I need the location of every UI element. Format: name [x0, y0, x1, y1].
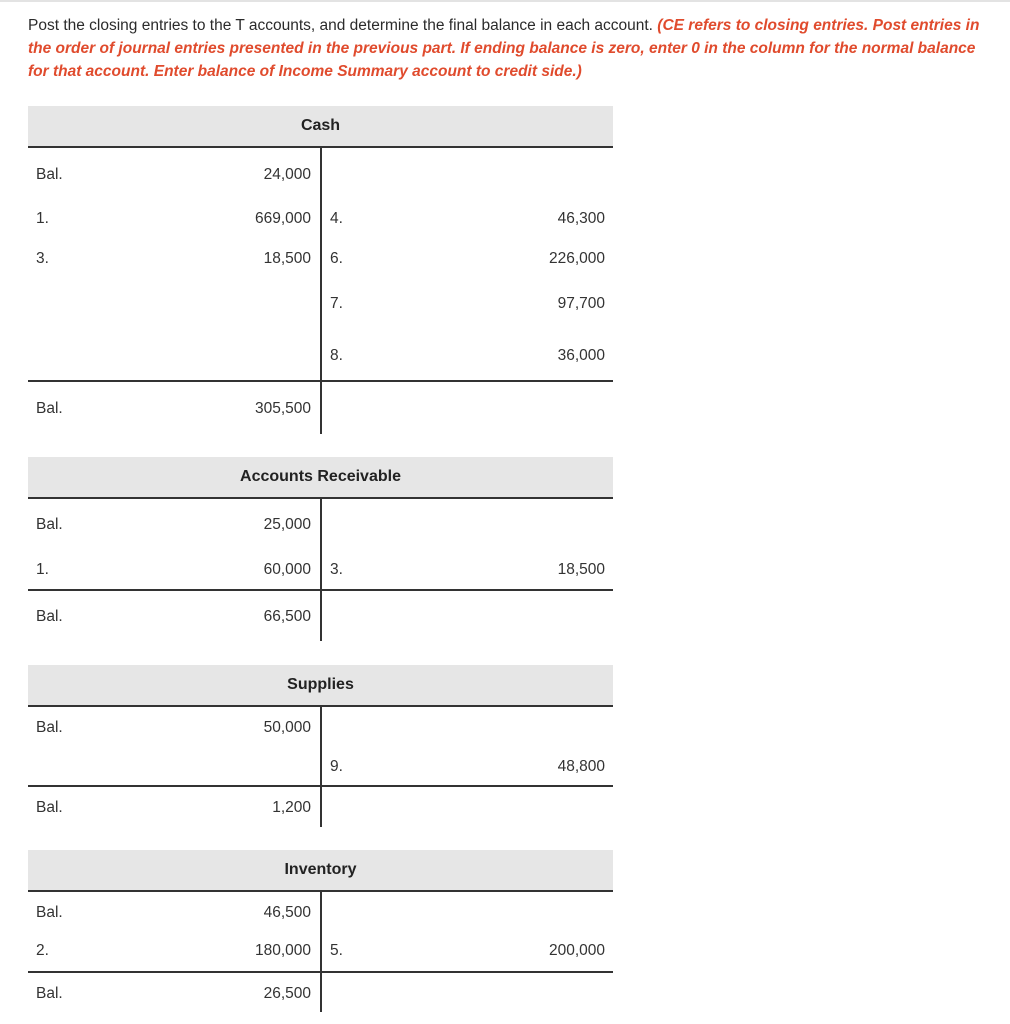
account-title: Supplies — [28, 665, 613, 707]
credit-amount[interactable]: 48,800 — [557, 758, 605, 775]
account-title: Cash — [28, 106, 613, 148]
debit-amount[interactable]: 180,000 — [254, 942, 311, 959]
row-label: Bal. — [36, 985, 63, 1002]
credit-label: 3. — [330, 561, 343, 578]
total-rule — [28, 380, 613, 382]
ledger-row — [28, 559, 613, 581]
ledger-row — [28, 717, 613, 739]
balance-row — [28, 797, 613, 819]
ledger-row — [28, 902, 613, 924]
debit-amount[interactable]: 24,000 — [263, 166, 311, 183]
credit-label: 9. — [330, 758, 343, 775]
ledger-row — [28, 756, 613, 778]
row-label: 3. — [36, 250, 49, 267]
t-account-accounts-receivable — [28, 457, 613, 641]
ledger-row — [28, 345, 613, 367]
ledger-row — [28, 164, 613, 186]
row-label: Bal. — [36, 608, 63, 625]
ledger-row — [28, 248, 613, 270]
account-body — [28, 148, 613, 434]
account-body — [28, 707, 613, 827]
credit-label: 6. — [330, 250, 343, 267]
ledger-row — [28, 208, 613, 230]
top-divider — [0, 0, 1010, 2]
debit-amount[interactable]: 18,500 — [263, 250, 311, 267]
account-body — [28, 892, 613, 1024]
row-label: Bal. — [36, 166, 63, 183]
credit-label: 5. — [330, 942, 343, 959]
balance-row — [28, 398, 613, 420]
credit-label: 8. — [330, 347, 343, 364]
instructions — [28, 14, 993, 83]
ledger-row — [28, 293, 613, 315]
row-label: 1. — [36, 210, 49, 227]
balance-amount[interactable]: 66,500 — [263, 608, 311, 625]
credit-amount[interactable]: 18,500 — [557, 561, 605, 578]
credit-amount[interactable]: 46,300 — [557, 210, 605, 227]
credit-label: 4. — [330, 210, 343, 227]
balance-row — [28, 983, 613, 1005]
credit-label: 7. — [330, 295, 343, 312]
balance-amount[interactable]: 1,200 — [272, 799, 311, 816]
account-title: Accounts Receivable — [28, 457, 613, 499]
row-label: 2. — [36, 942, 49, 959]
debit-amount[interactable]: 60,000 — [263, 561, 311, 578]
ledger-row — [28, 940, 613, 962]
credit-amount[interactable]: 200,000 — [548, 942, 605, 959]
balance-row — [28, 606, 613, 628]
row-label: Bal. — [36, 719, 63, 736]
ledger-row — [28, 514, 613, 536]
total-rule — [28, 971, 613, 973]
account-body — [28, 499, 613, 641]
t-divider — [320, 148, 322, 434]
account-title: Inventory — [28, 850, 613, 892]
t-account-supplies — [28, 665, 613, 827]
balance-amount[interactable]: 26,500 — [263, 985, 311, 1002]
credit-amount[interactable]: 226,000 — [548, 250, 605, 267]
instructions-text: Post the closing entries to the T accounts, and determine the final balance in each account. — [28, 17, 658, 34]
debit-amount[interactable]: 25,000 — [263, 516, 311, 533]
t-account-inventory — [28, 850, 613, 1024]
debit-amount[interactable]: 50,000 — [263, 719, 311, 736]
instructions-emphasis: (CE refers to closing entries. Post entries in the order of journal entries presented in the previous part. If ending balance is zero, enter 0 in the column for the normal balance for that account. Enter balance of Income Summary account to credit side.) — [28, 17, 980, 80]
credit-amount[interactable]: 97,700 — [557, 295, 605, 312]
row-label: 1. — [36, 561, 49, 578]
total-rule — [28, 589, 613, 591]
row-label: Bal. — [36, 400, 63, 417]
balance-amount[interactable]: 305,500 — [254, 400, 311, 417]
debit-amount[interactable]: 46,500 — [263, 904, 311, 921]
debit-amount[interactable]: 669,000 — [254, 210, 311, 227]
row-label: Bal. — [36, 516, 63, 533]
total-rule — [28, 785, 613, 787]
credit-amount[interactable]: 36,000 — [557, 347, 605, 364]
row-label: Bal. — [36, 799, 63, 816]
row-label: Bal. — [36, 904, 63, 921]
t-account-cash — [28, 106, 613, 434]
